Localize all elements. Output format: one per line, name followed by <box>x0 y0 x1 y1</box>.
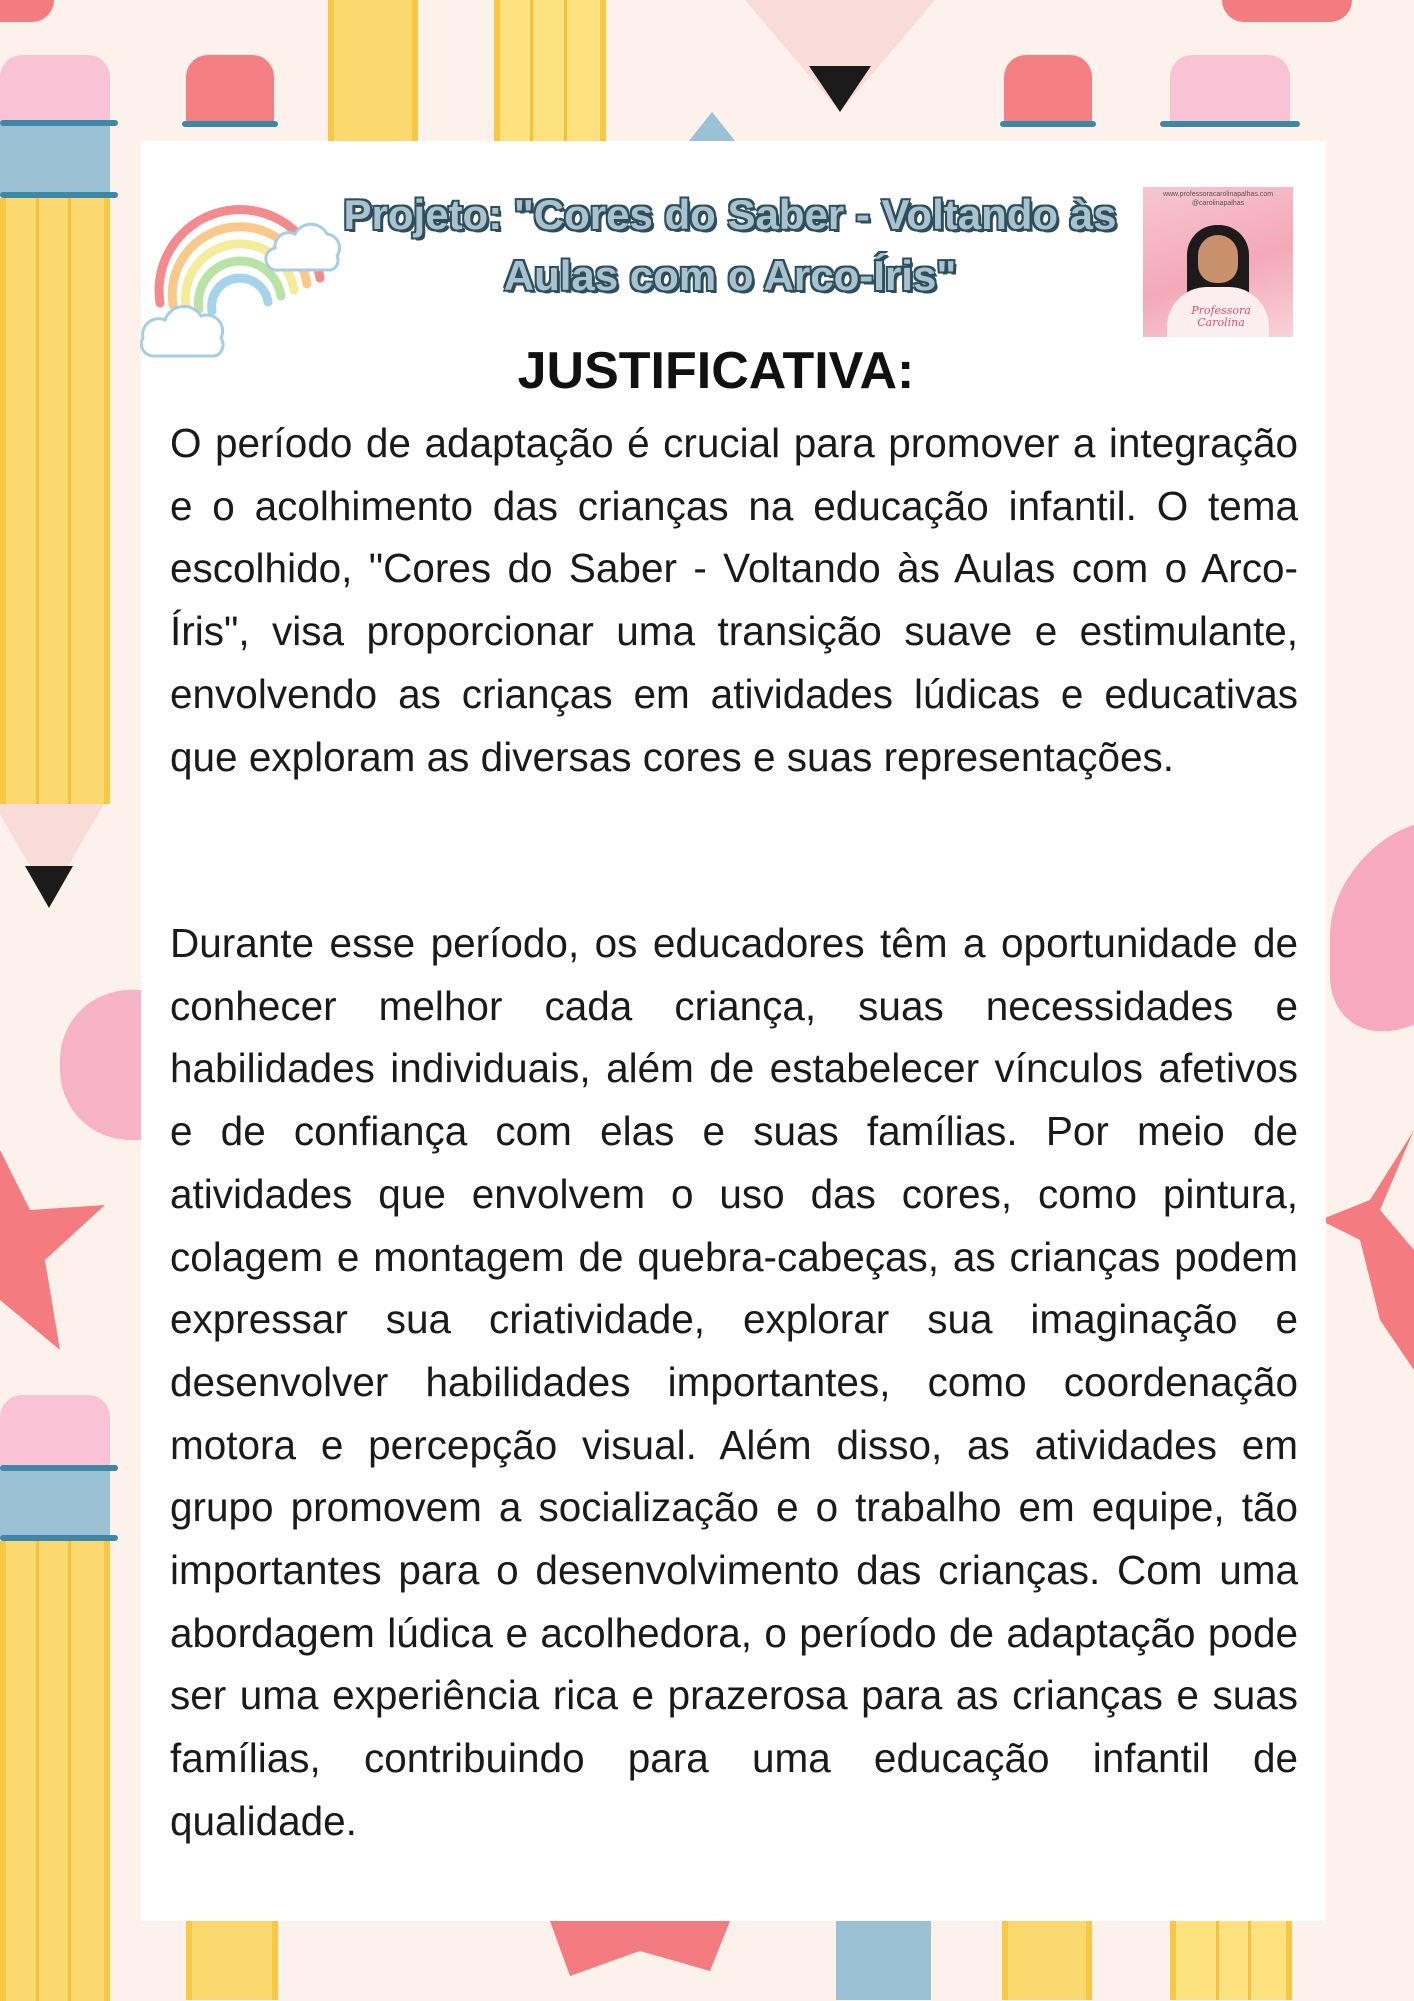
heart-right <box>1330 825 1414 1056</box>
pencil-top-2 <box>328 0 418 141</box>
star-right <box>1320 1130 1414 1375</box>
pencil-bottom-2 <box>1002 1921 1092 2000</box>
heart-left <box>60 990 142 1140</box>
paragraph-1: O período de adaptação é crucial para promover a integração e o acolhimento das crianças na educação infantil. O tema escolhido, "Cores do Saber - Voltando às Aulas com o Arco-Íris", visa proporcionar uma transição suave e estimulante, envolvendo as crianças em atividades lúdicas e educativas que exploram as diversas cores e suas representações. <box>170 420 1298 780</box>
star-bottom <box>550 1921 730 1981</box>
pencil-top-3 <box>494 0 606 141</box>
pencil-left-top <box>0 0 112 920</box>
pencil-tip-top <box>745 0 935 115</box>
paragraph-2: Durante esse período, os educadores têm a oportunidade de conhecer melhor cada criança, suas necessidades e habilidades individuais, além de estabelecer vínculos afetivos e de confiança com elas e suas famílias. Por meio de atividades que envolvem o uso das cores, como pintura, colagem e montagem de quebra-cabeças, as crianças podem expressar sua criatividade, explorar sua imaginação e desenvolver habilidades importantes, como coordenação motora e percepção visual. Além disso, as atividades em grupo promovem a socialização e o trabalho em equipe, tão importantes para o desenvolvimento das crianças. Com uma abordagem lúdica e acolhedora, o período de adaptação pode ser uma experiência rica e prazerosa para as crianças e suas famílias, contribuindo para uma educação infantil de qualidade. <box>170 920 1298 1844</box>
photo-caption-handle: @carolinapalhas <box>1191 200 1245 207</box>
pencil-bottom-3 <box>1170 1921 1292 2000</box>
pencil-top-5 <box>1160 55 1300 145</box>
project-title: Projeto: "Cores do Saber - Voltando às Aulas com o Arco-Íris" <box>343 191 1117 299</box>
triangle-blue <box>688 112 736 142</box>
pencil-top-1 <box>182 55 278 145</box>
star-corner-right <box>1222 0 1352 22</box>
pencil-top-4 <box>1000 55 1096 145</box>
photo-caption <box>1143 190 1293 208</box>
rainbow-cloud-icon <box>135 188 345 363</box>
ferrule-bottom <box>836 1921 931 2000</box>
pencil-left-bottom <box>0 1395 120 2000</box>
pencil-bottom-1 <box>186 1921 278 2000</box>
author-photo <box>1143 187 1293 337</box>
section-heading: JUSTIFICATIVA: <box>517 342 915 400</box>
photo-caption-website: www.professoracarolinapalhas.com <box>1162 191 1274 198</box>
photo-shirt-text: Professora Carolina <box>1191 304 1251 329</box>
star-left <box>0 1150 110 1365</box>
